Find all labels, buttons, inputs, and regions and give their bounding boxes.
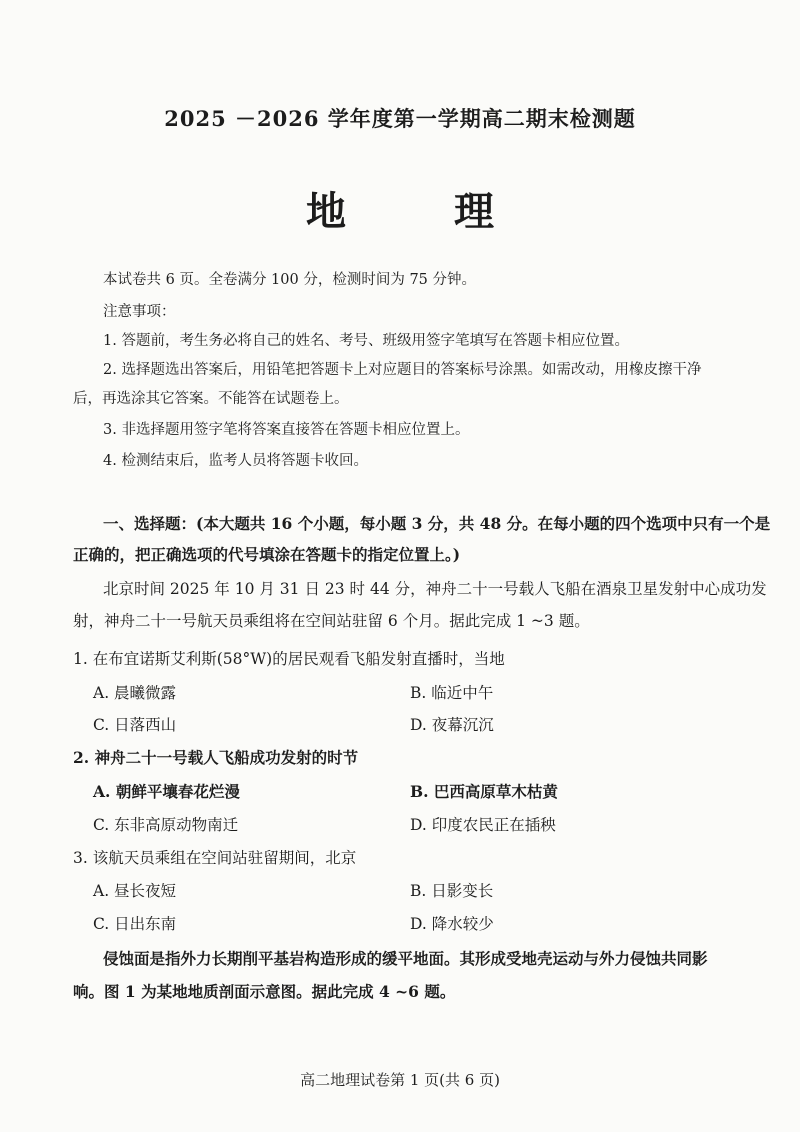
page-footer: 高二地理试卷第 1 页(共 6 页) xyxy=(300,1071,500,1089)
question-stem: 3. 该航天员乘组在空间站驻留期间，北京 xyxy=(73,849,357,867)
exam-title: 2025 －2026 学年度第一学期高二期末检测题 xyxy=(164,106,636,131)
section-heading-cont: 正确的，把正确选项的代号填涂在答题卡的指定位置上。) xyxy=(73,545,461,564)
option-b: B. 日影变长 xyxy=(410,882,494,900)
option-a: A. 晨曦微露 xyxy=(93,684,177,702)
option-c: C. 东非高原动物南迁 xyxy=(93,816,239,834)
notice-item-3: 3. 非选择题用签字笔将答案直接答在答题卡相应位置上。 xyxy=(103,422,470,438)
option-d: D. 夜幕沉沉 xyxy=(410,716,494,734)
subject-title: 地 理 xyxy=(306,188,528,235)
section-heading: 一、选择题：(本大题共 16 个小题，每小题 3 分，共 48 分。在每小题的四个选项中只有一个是 xyxy=(103,514,771,533)
option-a: A. 朝鲜平壤春花烂漫 xyxy=(93,782,240,801)
option-b: B. 临近中午 xyxy=(410,684,494,702)
question-stem: 2. 神舟二十一号载人飞船成功发射的时节 xyxy=(73,748,359,767)
option-a: A. 昼长夜短 xyxy=(93,882,177,900)
material-paragraph: 北京时间 2025 年 10 月 31 日 23 时 44 分，神舟二十一号载人飞船在酒泉卫星发射中心成功发 xyxy=(103,580,767,598)
notice-item-2-cont: 后，再选涂其它答案。不能答在试题卷上。 xyxy=(73,391,349,407)
option-c: C. 日出东南 xyxy=(93,915,177,933)
notice-item-2: 2. 选择题选出答案后，用铅笔把答题卡上对应题目的答案标号涂黑。如需改动，用橡皮擦干净 xyxy=(103,362,702,378)
material-paragraph-cont: 响。图 1 为某地地质剖面示意图。据此完成 4 ~6 题。 xyxy=(73,982,456,1001)
option-c: C. 日落西山 xyxy=(93,716,177,734)
notice-item-4: 4. 检测结束后，监考人员将答题卡收回。 xyxy=(103,453,368,469)
material-paragraph-cont: 射，神舟二十一号航天员乘组将在空间站驻留 6 个月。据此完成 1 ~3 题。 xyxy=(73,612,590,630)
option-d: D. 印度农民正在插秧 xyxy=(410,816,556,834)
notice-heading: 注意事项： xyxy=(103,304,176,320)
option-d: D. 降水较少 xyxy=(410,915,494,933)
option-b: B. 巴西高原草木枯黄 xyxy=(410,782,558,801)
material-paragraph: 侵蚀面是指外力长期削平基岩构造形成的缓平地面。其形成受地壳运动与外力侵蚀共同影 xyxy=(103,949,708,968)
question-stem: 1. 在布宜诺斯艾利斯(58°W)的居民观看飞船发射直播时，当地 xyxy=(73,650,505,668)
notice-item-1: 1. 答题前，考生务必将自己的姓名、考号、班级用签字笔填写在答题卡相应位置。 xyxy=(103,333,629,349)
exam-intro: 本试卷共 6 页。全卷满分 100 分，检测时间为 75 分钟。 xyxy=(103,272,477,288)
